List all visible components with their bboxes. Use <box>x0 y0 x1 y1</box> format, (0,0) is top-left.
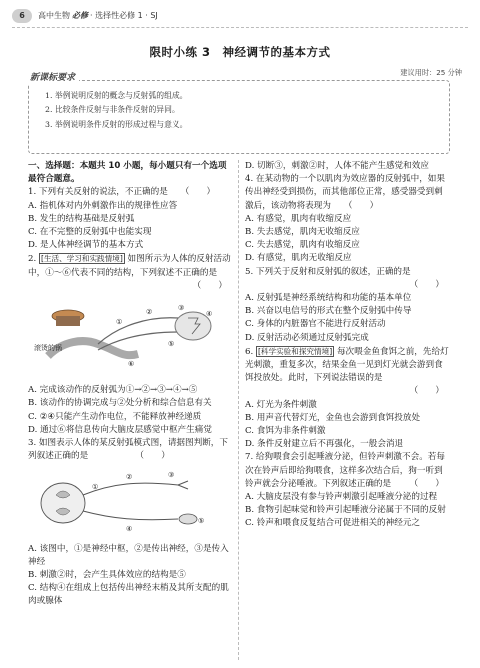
requirement-item: 1. 举例说明反射的概念与反射弧的组成。 <box>45 91 188 100</box>
option: C. ②④只能产生动作电位，不能释放神经递质 <box>28 411 202 422</box>
option: D. 反射活动必须通过反射弧完成 <box>245 332 369 343</box>
option: D. 是人体神经调节的基本方式 <box>28 240 144 251</box>
option: C. 食饵为非条件刺激 <box>245 426 326 437</box>
requirement-item: 2. 比较条件反射与非条件反射的异同。 <box>45 105 180 115</box>
option: C. 结构④在组成上包括传出神经末梢及其所支配的肌肉或腺体 <box>28 583 229 607</box>
question-5 <box>245 266 450 345</box>
question-stem: 3. 如图表示人体的某反射弧模式图，请据图判断，下列叙述正确的是 （ ） <box>28 438 228 462</box>
context-tag: [生活、学习和实践情境] <box>40 254 123 264</box>
question-stem: 1. 下列有关反射的说法，不正确的是 （ ） <box>28 187 216 198</box>
svg-text:③: ③ <box>168 471 175 480</box>
svg-text:③: ③ <box>178 304 185 313</box>
option: A. 有感觉，肌肉有收缩反应 <box>245 213 352 224</box>
svg-text:②: ② <box>146 308 153 317</box>
requirements-tag: 新课标要求 <box>26 72 79 85</box>
question-number: 2. <box>28 254 37 265</box>
question-stem <box>245 451 450 491</box>
question-stem: 5. 下列关于反射和反射弧的叙述，正确的是 <box>245 266 411 277</box>
option: A. 灯光为条件刺激 <box>245 399 317 410</box>
answer-paren: （ ） <box>409 386 444 397</box>
option: A. 大脑皮层没有参与铃声刺激引起唾液分泌的过程 <box>245 492 438 503</box>
column-divider <box>238 160 239 660</box>
question-4 <box>245 173 450 265</box>
page-header <box>12 8 158 24</box>
svg-text:①: ① <box>116 318 123 327</box>
option: C. 身体的内脏器官不能进行反射活动 <box>245 319 386 330</box>
reflex-arc-figure <box>28 296 233 376</box>
option: C. 铃声和喂食反复结合可促进相关的神经元之 <box>245 518 421 529</box>
section-heading: 一、选择题：本题共 10 小题，每小题只有一个选项最符合题意。 <box>28 161 227 185</box>
svg-text:⑥: ⑥ <box>128 360 135 369</box>
option: C. 失去感觉，肌肉有收缩反应 <box>245 240 360 251</box>
question-number: 6. <box>245 346 254 357</box>
header-divider <box>12 27 468 28</box>
svg-text:④: ④ <box>206 310 213 319</box>
answer-paren: （ ） <box>192 280 227 291</box>
svg-text:⑤: ⑤ <box>168 340 175 349</box>
question-text: 7. 给狗喂食会引起唾液分泌，但铃声刺激不会。若每次在铃声后即给狗喂食，这样多次结合后，狗一听到铃声就会分泌唾液。下列叙述正确的是 <box>245 452 445 489</box>
question-7 <box>245 451 450 530</box>
book-subtitle: · 选择性必修 1 · SJ <box>90 11 158 21</box>
question-6 <box>245 345 450 452</box>
book-name: 高中生物 <box>38 11 70 21</box>
option: A. 反射弧是神经系统结构和功能的基本单位 <box>245 293 412 304</box>
answer-paren: （ ） <box>409 279 444 290</box>
figure-label: 滚烫的锅 <box>34 344 62 353</box>
brand-logo: 必修 <box>72 11 88 21</box>
requirement-item: 3. 举例说明条件反射的形成过程与意义。 <box>45 119 188 129</box>
option: B. 用声音代替灯光，金鱼也会游到食饵投放处 <box>245 412 421 423</box>
option: A. 指机体对内外刺激作出的规律性应答 <box>28 200 178 211</box>
svg-text:②: ② <box>126 473 133 482</box>
option: D. 切断③，刺激②时，人体不能产生感觉和效应 <box>245 161 429 171</box>
question-text: 如图所示为人体的反射活动中，①～⑥代表不同的结构，下列叙述不正确的是 <box>28 254 231 278</box>
question-text: 每次喂金鱼食饵之前，先给灯光刺激，重复多次，结果金鱼一见到灯光就会游到食饵投放处。此时，下列说法错误的是 <box>245 346 449 384</box>
option: C. 在不完整的反射弧中也能实现 <box>28 227 152 238</box>
question-stem <box>245 345 450 386</box>
context-tag: [科学实验和探究情境] <box>257 346 333 356</box>
option: D. 有感觉，肌肉无收缩反应 <box>245 253 352 264</box>
answer-paren: （ ） <box>409 478 444 489</box>
question-3 <box>28 437 233 609</box>
question-2 <box>28 252 233 437</box>
option: B. 发生的结构基础是反射弧 <box>28 213 135 224</box>
option: D. 条件反射建立后不再强化，一般会消退 <box>245 439 404 450</box>
time-note: 建议用时：25 分钟 <box>400 68 462 77</box>
option: A. 该图中，①是神经中枢，②是传出神经，③是传入神经 <box>28 543 229 567</box>
page-title: 限时小练 3 神经调节的基本方式 <box>149 45 331 59</box>
option: B. 食物引起味觉和铃声引起唾液分泌属于不同的反射 <box>245 505 446 516</box>
question-stem <box>28 252 233 293</box>
option: B. 兴奋以电信号的形式在整个反射弧中传导 <box>245 306 412 317</box>
option: B. 失去感觉，肌肉无收缩反应 <box>245 227 360 238</box>
svg-text:⑤: ⑤ <box>198 517 205 526</box>
svg-text:④: ④ <box>126 525 133 534</box>
option: B. 刺激②时，会产生具体效应的结构是⑤ <box>28 570 186 581</box>
option: D. 通过⑥将信息传向大脑皮层感觉中枢产生痛觉 <box>28 424 212 435</box>
right-column <box>245 160 450 531</box>
question-stem: 4. 在某动物的一个以肌肉为效应器的反射弧中，如果传出神经受到损伤，而其他部位正常，感受器受到刺激后，该动物将表现为 （ ） <box>245 174 445 211</box>
requirements-box <box>28 80 450 154</box>
spinal-reflex-figure <box>28 465 233 535</box>
option: A. 完成该动作的反射弧为①→②→③→④→⑤ <box>28 385 198 396</box>
left-column <box>28 160 233 609</box>
option: B. 该动作的协调完成与②处分析和综合信息有关 <box>28 398 212 409</box>
page-number: 6 <box>12 9 32 23</box>
svg-text:①: ① <box>92 483 99 492</box>
question-1 <box>28 186 233 252</box>
